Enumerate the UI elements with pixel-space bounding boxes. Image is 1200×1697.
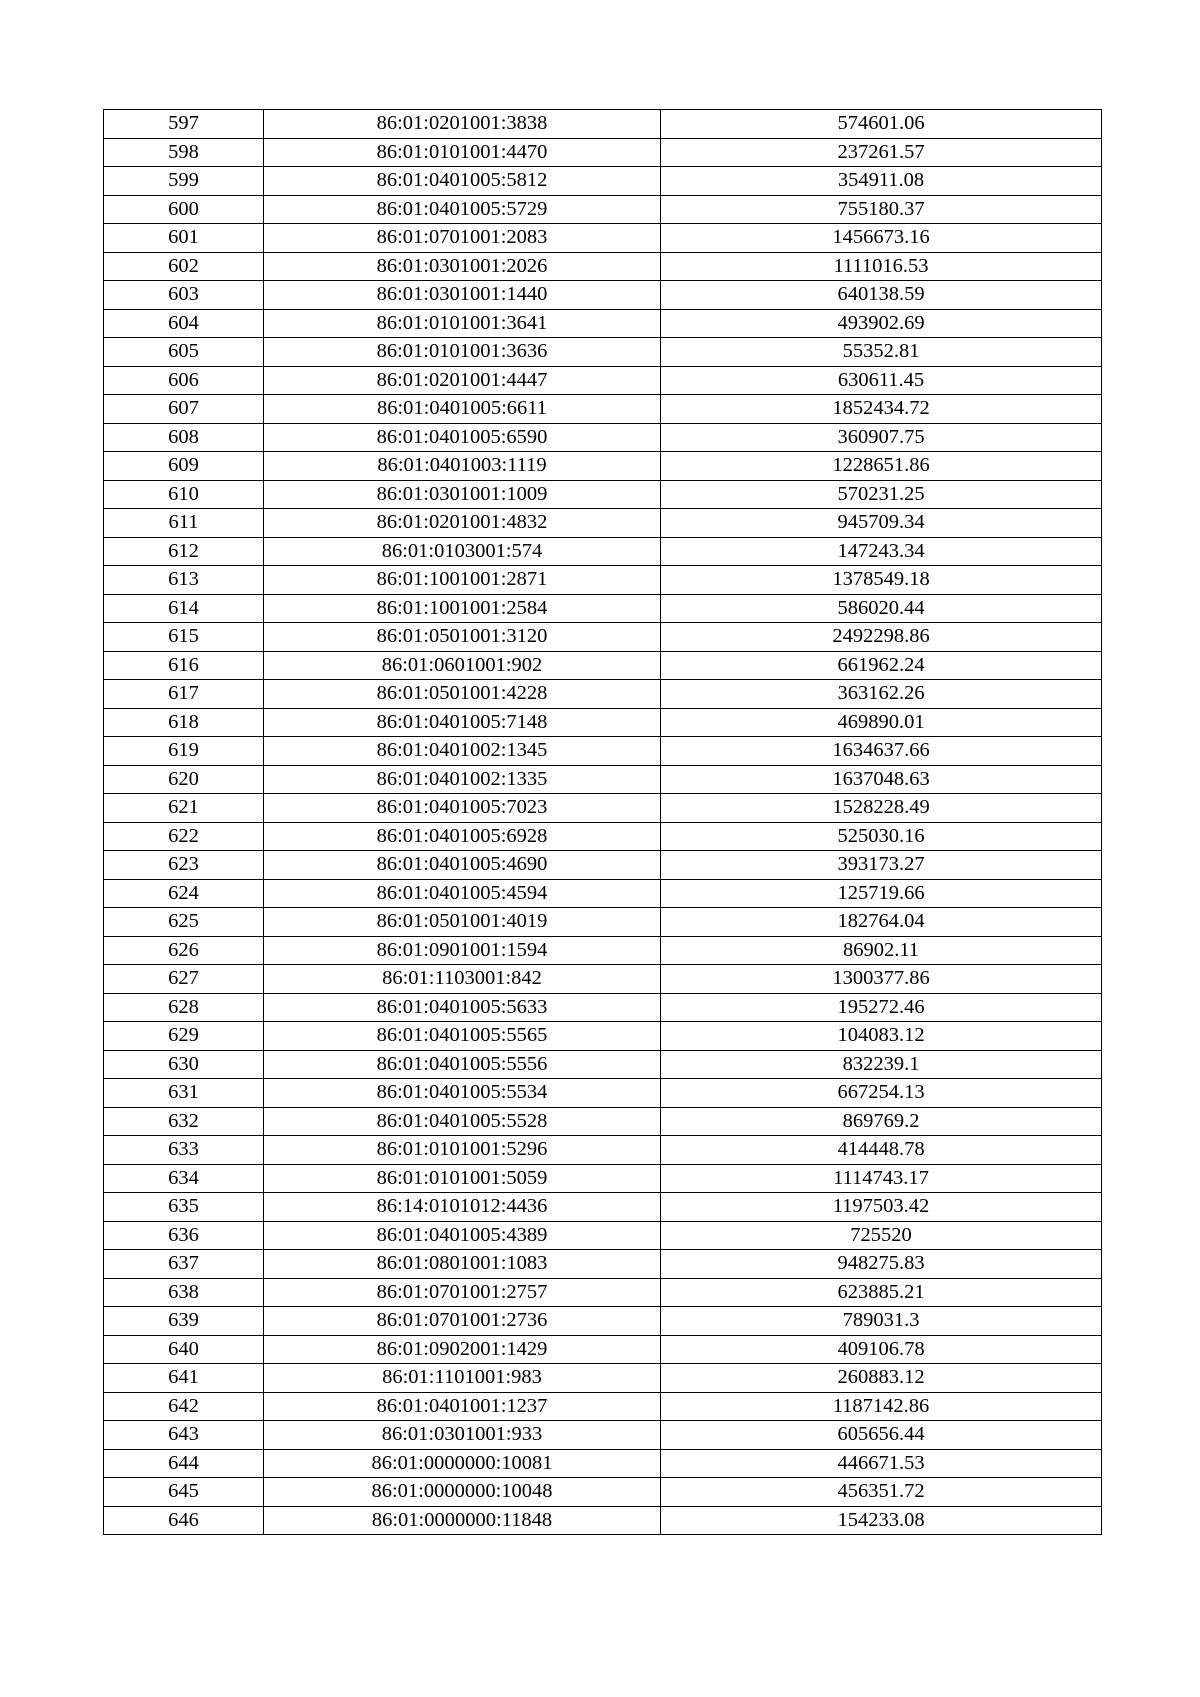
value-cell: 147243.34 [661, 537, 1102, 566]
table-row [104, 1478, 1102, 1507]
cadastral-number-cell: 86:01:0101001:3636 [264, 338, 661, 367]
row-number-cell: 612 [104, 537, 264, 566]
cadastral-number-cell: 86:01:0201001:4832 [264, 509, 661, 538]
row-number-cell: 601 [104, 224, 264, 253]
table-row [104, 1193, 1102, 1222]
value-cell: 1378549.18 [661, 566, 1102, 595]
value-cell: 1114743.17 [661, 1164, 1102, 1193]
value-cell: 360907.75 [661, 423, 1102, 452]
row-number-cell: 603 [104, 281, 264, 310]
value-cell: 1111016.53 [661, 252, 1102, 281]
value-cell: 154233.08 [661, 1506, 1102, 1535]
table-row [104, 1449, 1102, 1478]
cadastral-number-cell: 86:01:0201001:4447 [264, 366, 661, 395]
table-row [104, 1307, 1102, 1336]
table-row [104, 566, 1102, 595]
cadastral-number-cell: 86:01:0401005:5812 [264, 167, 661, 196]
cadastral-number-cell: 86:01:0401005:4690 [264, 851, 661, 880]
table-row [104, 423, 1102, 452]
row-number-cell: 622 [104, 822, 264, 851]
cadastral-number-cell: 86:01:0101001:5296 [264, 1136, 661, 1165]
row-number-cell: 642 [104, 1392, 264, 1421]
value-cell: 414448.78 [661, 1136, 1102, 1165]
cadastral-number-cell: 86:01:0401005:7148 [264, 708, 661, 737]
value-cell: 469890.01 [661, 708, 1102, 737]
cadastral-number-cell: 86:01:0401005:7023 [264, 794, 661, 823]
table-row [104, 167, 1102, 196]
table-row [104, 281, 1102, 310]
value-cell: 55352.81 [661, 338, 1102, 367]
value-cell: 1528228.49 [661, 794, 1102, 823]
cadastral-number-cell: 86:01:0401005:4389 [264, 1221, 661, 1250]
row-number-cell: 617 [104, 680, 264, 709]
cadastral-number-cell: 86:01:0401005:5528 [264, 1107, 661, 1136]
row-number-cell: 624 [104, 879, 264, 908]
value-cell: 446671.53 [661, 1449, 1102, 1478]
cadastral-number-cell: 86:01:0501001:4019 [264, 908, 661, 937]
table-row [104, 252, 1102, 281]
value-cell: 1228651.86 [661, 452, 1102, 481]
row-number-cell: 615 [104, 623, 264, 652]
value-cell: 354911.08 [661, 167, 1102, 196]
cadastral-number-cell: 86:01:0801001:1083 [264, 1250, 661, 1279]
row-number-cell: 628 [104, 993, 264, 1022]
table-row [104, 908, 1102, 937]
cadastral-number-cell: 86:01:0101001:4470 [264, 138, 661, 167]
value-cell: 948275.83 [661, 1250, 1102, 1279]
row-number-cell: 636 [104, 1221, 264, 1250]
cadastral-number-cell: 86:01:0401005:5633 [264, 993, 661, 1022]
value-cell: 493902.69 [661, 309, 1102, 338]
cadastral-number-cell: 86:01:0301001:2026 [264, 252, 661, 281]
value-cell: 237261.57 [661, 138, 1102, 167]
value-cell: 570231.25 [661, 480, 1102, 509]
row-number-cell: 637 [104, 1250, 264, 1279]
row-number-cell: 638 [104, 1278, 264, 1307]
table-row [104, 851, 1102, 880]
table-row [104, 366, 1102, 395]
cadastral-number-cell: 86:01:0901001:1594 [264, 936, 661, 965]
table-row [104, 765, 1102, 794]
table-row [104, 993, 1102, 1022]
row-number-cell: 605 [104, 338, 264, 367]
table-row [104, 1250, 1102, 1279]
cadastral-number-cell: 86:01:0301001:1440 [264, 281, 661, 310]
value-cell: 182764.04 [661, 908, 1102, 937]
value-cell: 363162.26 [661, 680, 1102, 709]
table-row [104, 452, 1102, 481]
row-number-cell: 616 [104, 651, 264, 680]
row-number-cell: 618 [104, 708, 264, 737]
cadastral-number-cell: 86:01:0000000:10081 [264, 1449, 661, 1478]
row-number-cell: 614 [104, 594, 264, 623]
cadastral-number-cell: 86:01:1001001:2584 [264, 594, 661, 623]
row-number-cell: 598 [104, 138, 264, 167]
value-cell: 1197503.42 [661, 1193, 1102, 1222]
table-row [104, 309, 1102, 338]
row-number-cell: 621 [104, 794, 264, 823]
value-cell: 725520 [661, 1221, 1102, 1250]
row-number-cell: 599 [104, 167, 264, 196]
cadastral-number-cell: 86:01:0000000:10048 [264, 1478, 661, 1507]
value-cell: 125719.66 [661, 879, 1102, 908]
row-number-cell: 625 [104, 908, 264, 937]
table-row [104, 1221, 1102, 1250]
value-cell: 623885.21 [661, 1278, 1102, 1307]
table-row [104, 680, 1102, 709]
table-row [104, 936, 1102, 965]
row-number-cell: 606 [104, 366, 264, 395]
table-row [104, 1335, 1102, 1364]
table-row [104, 1278, 1102, 1307]
row-number-cell: 620 [104, 765, 264, 794]
value-cell: 630611.45 [661, 366, 1102, 395]
row-number-cell: 619 [104, 737, 264, 766]
row-number-cell: 639 [104, 1307, 264, 1336]
cadastral-number-cell: 86:01:0601001:902 [264, 651, 661, 680]
value-cell: 640138.59 [661, 281, 1102, 310]
row-number-cell: 629 [104, 1022, 264, 1051]
cadastral-number-cell: 86:01:0401005:6611 [264, 395, 661, 424]
value-cell: 945709.34 [661, 509, 1102, 538]
cadastral-number-cell: 86:14:0101012:4436 [264, 1193, 661, 1222]
cadastral-number-cell: 86:01:0103001:574 [264, 537, 661, 566]
cadastral-number-cell: 86:01:1103001:842 [264, 965, 661, 994]
table-row [104, 879, 1102, 908]
cadastral-number-cell: 86:01:0401002:1335 [264, 765, 661, 794]
cadastral-number-cell: 86:01:0301001:933 [264, 1421, 661, 1450]
cadastral-number-cell: 86:01:1001001:2871 [264, 566, 661, 595]
cadastral-number-cell: 86:01:0101001:3641 [264, 309, 661, 338]
row-number-cell: 611 [104, 509, 264, 538]
cadastral-number-cell: 86:01:0501001:3120 [264, 623, 661, 652]
cadastral-number-cell: 86:01:0101001:5059 [264, 1164, 661, 1193]
value-cell: 1456673.16 [661, 224, 1102, 253]
row-number-cell: 634 [104, 1164, 264, 1193]
table-row [104, 822, 1102, 851]
value-cell: 1637048.63 [661, 765, 1102, 794]
value-cell: 409106.78 [661, 1335, 1102, 1364]
table-row [104, 651, 1102, 680]
table-row [104, 623, 1102, 652]
table-row [104, 1136, 1102, 1165]
cadastral-number-cell: 86:01:0401005:5565 [264, 1022, 661, 1051]
value-cell: 755180.37 [661, 195, 1102, 224]
value-cell: 789031.3 [661, 1307, 1102, 1336]
table-row [104, 1421, 1102, 1450]
table-row [104, 110, 1102, 139]
table-row [104, 1050, 1102, 1079]
cadastral-number-cell: 86:01:0902001:1429 [264, 1335, 661, 1364]
table-row [104, 537, 1102, 566]
table-row [104, 1364, 1102, 1393]
row-number-cell: 608 [104, 423, 264, 452]
table-row [104, 138, 1102, 167]
table-row [104, 1079, 1102, 1108]
row-number-cell: 630 [104, 1050, 264, 1079]
value-cell: 86902.11 [661, 936, 1102, 965]
row-number-cell: 610 [104, 480, 264, 509]
row-number-cell: 613 [104, 566, 264, 595]
cadastral-number-cell: 86:01:0401005:5556 [264, 1050, 661, 1079]
table-row [104, 594, 1102, 623]
row-number-cell: 602 [104, 252, 264, 281]
table-row [104, 480, 1102, 509]
value-cell: 393173.27 [661, 851, 1102, 880]
value-cell: 605656.44 [661, 1421, 1102, 1450]
cadastral-number-cell: 86:01:0000000:11848 [264, 1506, 661, 1535]
cadastral-number-cell: 86:01:0201001:3838 [264, 110, 661, 139]
row-number-cell: 646 [104, 1506, 264, 1535]
cadastral-number-cell: 86:01:0501001:4228 [264, 680, 661, 709]
cadastral-number-cell: 86:01:0301001:1009 [264, 480, 661, 509]
cadastral-number-cell: 86:01:0701001:2083 [264, 224, 661, 253]
table-row [104, 338, 1102, 367]
value-cell: 574601.06 [661, 110, 1102, 139]
cadastral-number-cell: 86:01:0401005:5534 [264, 1079, 661, 1108]
value-cell: 2492298.86 [661, 623, 1102, 652]
value-cell: 104083.12 [661, 1022, 1102, 1051]
row-number-cell: 645 [104, 1478, 264, 1507]
value-cell: 832239.1 [661, 1050, 1102, 1079]
table-row [104, 395, 1102, 424]
row-number-cell: 597 [104, 110, 264, 139]
table-row [104, 965, 1102, 994]
row-number-cell: 632 [104, 1107, 264, 1136]
value-cell: 586020.44 [661, 594, 1102, 623]
cadastral-number-cell: 86:01:0401005:6928 [264, 822, 661, 851]
row-number-cell: 623 [104, 851, 264, 880]
row-number-cell: 609 [104, 452, 264, 481]
table-row [104, 1392, 1102, 1421]
row-number-cell: 607 [104, 395, 264, 424]
cadastral-number-cell: 86:01:0401005:6590 [264, 423, 661, 452]
value-cell: 525030.16 [661, 822, 1102, 851]
value-cell: 1634637.66 [661, 737, 1102, 766]
table-row [104, 1506, 1102, 1535]
table-row [104, 509, 1102, 538]
row-number-cell: 627 [104, 965, 264, 994]
value-cell: 195272.46 [661, 993, 1102, 1022]
value-cell: 869769.2 [661, 1107, 1102, 1136]
row-number-cell: 644 [104, 1449, 264, 1478]
cadastral-number-cell: 86:01:1101001:983 [264, 1364, 661, 1393]
value-cell: 661962.24 [661, 651, 1102, 680]
cadastral-number-cell: 86:01:0401002:1345 [264, 737, 661, 766]
row-number-cell: 640 [104, 1335, 264, 1364]
table-row [104, 1107, 1102, 1136]
cadastral-value-table [103, 109, 1102, 1535]
cadastral-number-cell: 86:01:0701001:2736 [264, 1307, 661, 1336]
row-number-cell: 641 [104, 1364, 264, 1393]
row-number-cell: 626 [104, 936, 264, 965]
value-cell: 1187142.86 [661, 1392, 1102, 1421]
value-cell: 1300377.86 [661, 965, 1102, 994]
cadastral-number-cell: 86:01:0701001:2757 [264, 1278, 661, 1307]
table-body [104, 110, 1102, 1535]
table-row [104, 794, 1102, 823]
row-number-cell: 600 [104, 195, 264, 224]
table-row [104, 1164, 1102, 1193]
cadastral-number-cell: 86:01:0401003:1119 [264, 452, 661, 481]
row-number-cell: 635 [104, 1193, 264, 1222]
table-row [104, 708, 1102, 737]
value-cell: 260883.12 [661, 1364, 1102, 1393]
cadastral-number-cell: 86:01:0401005:5729 [264, 195, 661, 224]
row-number-cell: 631 [104, 1079, 264, 1108]
table-row [104, 224, 1102, 253]
table-row [104, 737, 1102, 766]
row-number-cell: 604 [104, 309, 264, 338]
value-cell: 456351.72 [661, 1478, 1102, 1507]
value-cell: 667254.13 [661, 1079, 1102, 1108]
cadastral-number-cell: 86:01:0401001:1237 [264, 1392, 661, 1421]
cadastral-number-cell: 86:01:0401005:4594 [264, 879, 661, 908]
row-number-cell: 633 [104, 1136, 264, 1165]
table-row [104, 195, 1102, 224]
row-number-cell: 643 [104, 1421, 264, 1450]
table-row [104, 1022, 1102, 1051]
value-cell: 1852434.72 [661, 395, 1102, 424]
